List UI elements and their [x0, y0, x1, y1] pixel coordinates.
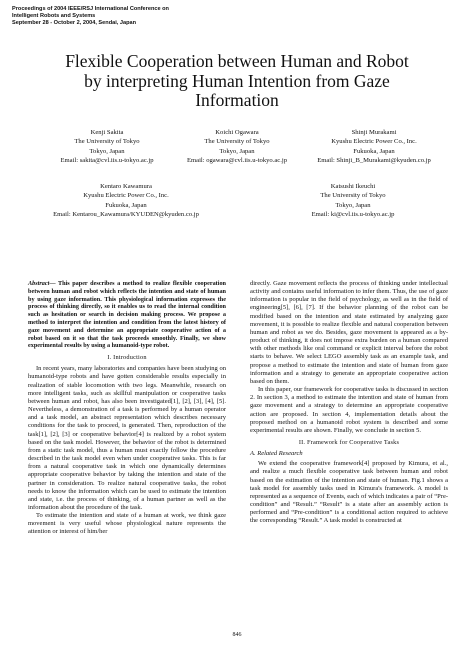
- proceedings-header: [12, 6, 169, 27]
- abstract: [28, 280, 226, 350]
- author-email: Email: Shinji_B_Murakami@kyuden.co.jp: [317, 157, 431, 165]
- abstract-label: Abstract: [28, 280, 50, 287]
- section-heading: II. Framework for Cooperative Tasks: [298, 438, 400, 446]
- author-affiliation: The University of Tokyo: [320, 192, 386, 200]
- author-location: Fukuoka, Japan: [353, 147, 395, 155]
- author-email: Email: Kentarou_Kawamura/KYUDEN@kyuden.co.jp: [53, 211, 199, 219]
- title-line: Information: [195, 90, 279, 110]
- author-name: Koichi Ogawara: [215, 129, 259, 136]
- author-email: Email: sakita@cvl.iis.u-tokyo.ac.jp: [60, 157, 154, 165]
- abstract-text: — This paper describes a method to realize flexible cooperation between human and robot which reflects the intention and state of human by using gaze information. This physiological information expresses the process of thinking directly, so it enables us to read the internal condition such as hesitation or search in decision making process. We propose a method to interpret the intention and condition from the latest history of gaze movement and determine an appropriate cooperative action of a robot based on it so that the task proceeds smoothly. Finally, we show experimental results by using a humanoid-type robot.: [28, 280, 226, 350]
- author-name: Shinji Murakami: [351, 129, 397, 136]
- right-column: [250, 280, 448, 537]
- title-line: Flexible Cooperation between Human and Robot: [65, 51, 409, 71]
- subsection-heading: A. Related Research: [250, 450, 303, 458]
- paragraph: In recent years, many laboratories and companies have been studying on humanoid-type robots and have gotten considerable results especially in realization of stable locomotion with two legs. Meanwhile, research on more intelligent tasks, such as skillful manipulation or cooperative tasks between human and robot, has also been investigated[1], [2], [3], [4], [5]. Nevertheless, a demonstration of a task is performed by a human operator and a task model, an abstract representation which describes necessary conditions for the task to proceed, is generated. Then, reproduction of the task[1], [2], [3] or cooperative behavior[4] is realized by a robot system based on the task model. However, the behavior of the robot is determined from a static task model, thus a human must exactly follow the procedure described in the task model even when under cooperative tasks. This is far from a natural cooperative task in which one dynamically determines appropriate cooperative behavior by taking the intention and state of the partner in consideration. To realize natural cooperative tasks, the robot needs to know the information which can be used to estimate the intention and state, i.e. the process of thinking, of a human partner as well as the information about the procedure of the task.: [28, 365, 226, 511]
- paragraph: We extend the cooperative framework[4] proposed by Kimura, et al., and realize a much flexible cooperative task between human and robot based on the estimation of the intention and state of human. Fig.1 shows a task model for assembly tasks used in Kimura's framework. A model is represented as a sequence of Events, each of which indicates a pair of “Pre-condition” and “Result.” “Result” is a state after an assembly action is performed and “Pre-condition” is a conditional action required to achieve the corresponding “Result.” A task model is constructed at: [250, 460, 448, 525]
- author-block: [36, 182, 216, 220]
- author-affiliation: The University of Tokyo: [74, 138, 140, 146]
- section-heading: I. Introduction: [107, 354, 147, 362]
- author-email: Email: ki@cvl.iis.u-tokyo.ac.jp: [311, 211, 395, 219]
- proceedings-line: Intelligent Robots and Systems: [12, 13, 96, 19]
- author-block: [157, 128, 317, 166]
- author-block: [268, 182, 438, 220]
- title-line: by interpreting Human Intention from Gaze: [84, 70, 390, 91]
- author-location: Fukuoka, Japan: [105, 201, 147, 209]
- page-number: 846: [232, 632, 242, 638]
- left-column: [28, 280, 226, 537]
- author-location: Tokyo, Japan: [89, 147, 125, 155]
- proceedings-line: Proceedings of 2004 IEEE/RSJ International Conference on: [12, 6, 169, 12]
- proceedings-line: September 28 - October 2, 2004, Sendai, Japan: [12, 20, 137, 26]
- paper-title: [0, 52, 474, 111]
- author-name: Katsushi Ikeuchi: [330, 183, 376, 190]
- author-block: [294, 128, 454, 166]
- paragraph: directly. Gaze movement reflects the process of thinking under intellectual activity and contains useful information to infer them. Thus, the use of gaze information is popular in the field of psychology, as well as in the field of engineering[5], [6], [7]. If the behavior planning of the robot can be modified based on the intention and state estimated by analyzing gaze movement, it is possible to realize flexible and natural cooperation between human and robot as we do. Besides, gaze movement is appeared as a by-product of thinking, it does not impose extra burden on a human compared with other methods like oral command or explicit interval before the robot starts to behave. We select LEGO assembly task as an example task, and propose a method to estimate the intention and state of human from gaze information and a strategy to generate an appropriate cooperative action based on them.: [250, 280, 448, 385]
- author-location: Tokyo, Japan: [219, 147, 255, 155]
- paragraph: In this paper, our framework for cooperative tasks is discussed in section 2. In section 3, a method to estimate the intention and state of human from gaze movement and a strategy to determine an appropriate cooperative action are proposed. In section 4, implementation details about the proposed method on a humanoid robot system is described and some experimental results are shown. Finally, we conclude in section 5.: [250, 386, 448, 434]
- body-columns: [28, 280, 448, 537]
- author-location: Tokyo, Japan: [335, 201, 371, 209]
- author-affiliation: Kyushu Electric Power Co., Inc.: [83, 192, 169, 200]
- author-name: Kenji Sakita: [90, 129, 124, 136]
- author-email: Email: ogawara@cvl.iis.u-tokyo.ac.jp: [186, 157, 287, 165]
- author-name: Kentaro Kawamura: [100, 183, 152, 190]
- paragraph: To estimate the intention and state of a human at work, we think gaze movement is very useful whose physiological nature represents the attention or interest of him/her: [28, 512, 226, 536]
- author-affiliation: The University of Tokyo: [204, 138, 270, 146]
- author-affiliation: Kyushu Electric Power Co., Inc.: [331, 138, 417, 146]
